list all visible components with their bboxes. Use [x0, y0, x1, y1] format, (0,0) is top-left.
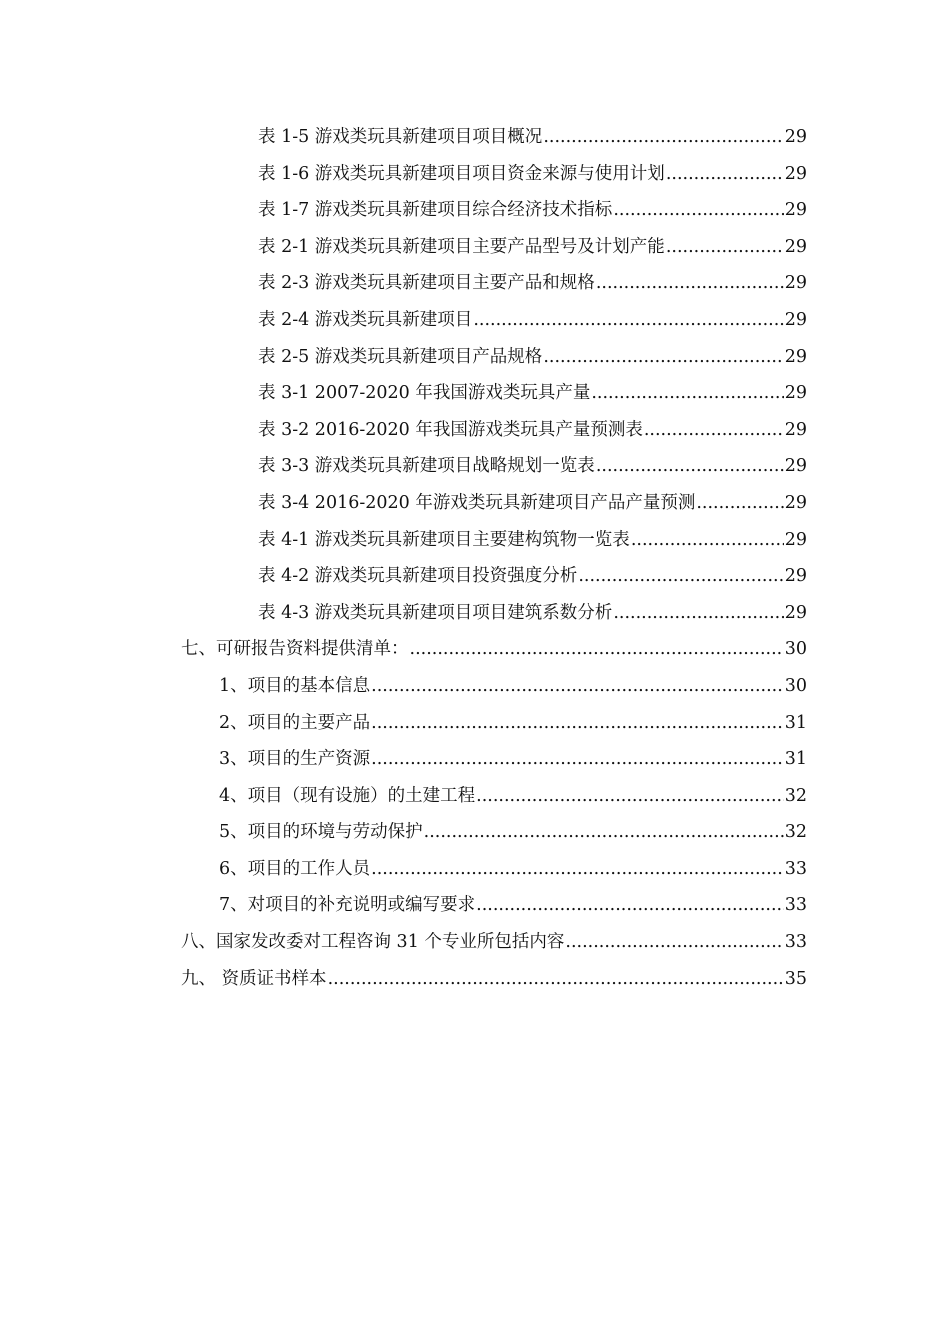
toc-entry-line	[258, 160, 950, 188]
toc-dot-leader	[371, 709, 784, 737]
toc-page-number: 33	[784, 932, 807, 953]
toc-entry-title: 3、项目的生产资源	[219, 749, 371, 770]
toc-page-number: 32	[784, 822, 807, 843]
toc-entry-title: 七、可研报告资料提供清单：	[181, 639, 409, 660]
toc-page-number: 35	[784, 968, 807, 989]
toc-entry-line	[258, 489, 950, 517]
toc-entry-title: 表 3-2 2016-2020 年我国游戏类玩具产量预测表	[258, 419, 643, 440]
toc-page-number: 29	[784, 200, 807, 221]
toc-entry[interactable]	[0, 891, 950, 928]
toc-entry[interactable]	[0, 160, 950, 197]
toc-entry-line	[258, 343, 950, 371]
toc-dot-leader	[543, 343, 783, 371]
toc-entry-line	[258, 123, 950, 151]
toc-entry[interactable]	[0, 562, 950, 599]
toc-page-number: 29	[784, 346, 807, 367]
toc-entry[interactable]	[0, 123, 950, 160]
toc-dot-leader	[543, 123, 783, 151]
toc-entry[interactable]	[0, 269, 950, 306]
toc-page-number: 29	[784, 529, 807, 550]
toc-dot-leader	[476, 782, 784, 810]
toc-entry-title: 表 2-3 游戏类玩具新建项目主要产品和规格	[258, 273, 595, 294]
toc-entry[interactable]	[0, 196, 950, 233]
toc-entry-line	[258, 233, 950, 261]
toc-dot-leader	[371, 672, 784, 700]
toc-dot-leader	[666, 233, 784, 261]
toc-entry[interactable]	[0, 343, 950, 380]
toc-entry[interactable]	[0, 928, 950, 965]
toc-entry-title: 九、 资质证书样本	[181, 968, 327, 989]
toc-entry[interactable]	[0, 233, 950, 270]
toc-page-number: 29	[784, 236, 807, 257]
toc-page-number: 29	[784, 456, 807, 477]
toc-entry-title: 5、项目的环境与劳动保护	[219, 822, 423, 843]
toc-entry-title: 表 1-6 游戏类玩具新建项目项目资金来源与使用计划	[258, 163, 665, 184]
toc-page-number: 31	[784, 712, 807, 733]
toc-entry-line	[219, 672, 950, 700]
toc-entry-title: 表 1-5 游戏类玩具新建项目项目概况	[258, 127, 543, 147]
toc-page-number: 29	[784, 273, 807, 294]
toc-entry-line	[258, 306, 950, 334]
toc-entry[interactable]	[0, 526, 950, 563]
toc-dot-leader	[476, 891, 784, 919]
toc-dot-leader	[613, 196, 783, 224]
toc-page-number: 33	[784, 895, 807, 916]
toc-entry[interactable]	[0, 782, 950, 819]
toc-entry[interactable]	[0, 965, 950, 1002]
toc-entry-line	[181, 635, 950, 663]
toc-dot-leader	[328, 965, 784, 993]
toc-page-number: 30	[784, 675, 807, 696]
toc-entry-title: 1、项目的基本信息	[219, 675, 371, 696]
toc-entry-line	[219, 891, 950, 919]
toc-entry-line	[181, 965, 950, 993]
toc-entry-line	[219, 855, 950, 883]
toc-entry[interactable]	[0, 599, 950, 636]
toc-page-number: 30	[784, 639, 807, 660]
toc-dot-leader	[591, 379, 783, 407]
toc-dot-leader	[473, 306, 783, 334]
toc-entry[interactable]	[0, 489, 950, 526]
toc-entry-line	[219, 818, 950, 846]
toc-dot-leader	[696, 489, 783, 517]
toc-entry-title: 表 4-3 游戏类玩具新建项目项目建筑系数分析	[258, 602, 613, 623]
toc-page-number: 29	[784, 127, 807, 147]
toc-entry-line	[258, 379, 950, 407]
toc-entry-line	[258, 599, 950, 627]
toc-page-number: 29	[784, 309, 807, 330]
toc-page-number: 29	[784, 163, 807, 184]
toc-dot-leader	[631, 526, 784, 554]
toc-entry-line	[258, 416, 950, 444]
toc-entry-line	[219, 745, 950, 773]
toc-dot-leader	[596, 452, 784, 480]
toc-entry[interactable]	[0, 818, 950, 855]
toc-entry-title: 八、国家发改委对工程咨询 31 个专业所包括内容	[181, 932, 565, 953]
toc-dot-leader	[596, 269, 784, 297]
toc-entry-line	[258, 452, 950, 480]
toc-page-number: 29	[784, 602, 807, 623]
toc-dot-leader	[410, 635, 784, 663]
toc-entry[interactable]	[0, 306, 950, 343]
toc-entry-title: 表 4-2 游戏类玩具新建项目投资强度分析	[258, 566, 578, 587]
toc-entry-title: 2、项目的主要产品	[219, 712, 371, 733]
toc-dot-leader	[666, 160, 784, 188]
toc-entry[interactable]	[0, 635, 950, 672]
toc-entry-title: 表 1-7 游戏类玩具新建项目综合经济技术指标	[258, 200, 613, 221]
toc-entry[interactable]	[0, 416, 950, 453]
toc-entry-title: 表 2-5 游戏类玩具新建项目产品规格	[258, 346, 543, 367]
toc-page-number: 33	[784, 858, 807, 879]
toc-entry[interactable]	[0, 709, 950, 746]
toc-entry[interactable]	[0, 379, 950, 416]
toc-entry-line	[219, 782, 950, 810]
toc-entry-title: 4、项目（现有设施）的土建工程	[219, 785, 476, 806]
toc-entry[interactable]	[0, 452, 950, 489]
toc-entry-line	[181, 928, 950, 956]
toc-page-number: 29	[784, 566, 807, 587]
toc-entry-line	[258, 269, 950, 297]
toc-entry-title: 表 2-4 游戏类玩具新建项目	[258, 309, 473, 330]
toc-entry-line	[219, 709, 950, 737]
table-of-contents	[0, 123, 950, 1001]
toc-entry[interactable]	[0, 745, 950, 782]
toc-page-number: 32	[784, 785, 807, 806]
toc-entry-title: 表 4-1 游戏类玩具新建项目主要建构筑物一览表	[258, 529, 630, 550]
toc-dot-leader	[613, 599, 783, 627]
toc-entry[interactable]	[0, 672, 950, 709]
toc-entry-line	[258, 196, 950, 224]
toc-page-number: 29	[784, 383, 807, 404]
toc-dot-leader	[644, 416, 784, 444]
toc-dot-leader	[424, 818, 784, 846]
toc-entry-title: 7、对项目的补充说明或编写要求	[219, 895, 476, 916]
toc-entry-title: 表 2-1 游戏类玩具新建项目主要产品型号及计划产能	[258, 236, 665, 257]
toc-dot-leader	[371, 745, 784, 773]
toc-entry[interactable]	[0, 855, 950, 892]
toc-dot-leader	[371, 855, 784, 883]
toc-page-number: 31	[784, 749, 807, 770]
toc-entry-title: 表 3-4 2016-2020 年游戏类玩具新建项目产品产量预测	[258, 492, 696, 513]
toc-entry-title: 6、项目的工作人员	[219, 858, 371, 879]
toc-entry-title: 表 3-3 游戏类玩具新建项目战略规划一览表	[258, 456, 595, 477]
toc-dot-leader	[565, 928, 783, 956]
toc-page-number: 29	[784, 419, 807, 440]
toc-entry-line	[258, 526, 950, 554]
toc-dot-leader	[578, 562, 783, 590]
toc-page-number: 29	[784, 492, 807, 513]
toc-entry-line	[258, 562, 950, 590]
toc-entry-title: 表 3-1 2007-2020 年我国游戏类玩具产量	[258, 383, 591, 404]
